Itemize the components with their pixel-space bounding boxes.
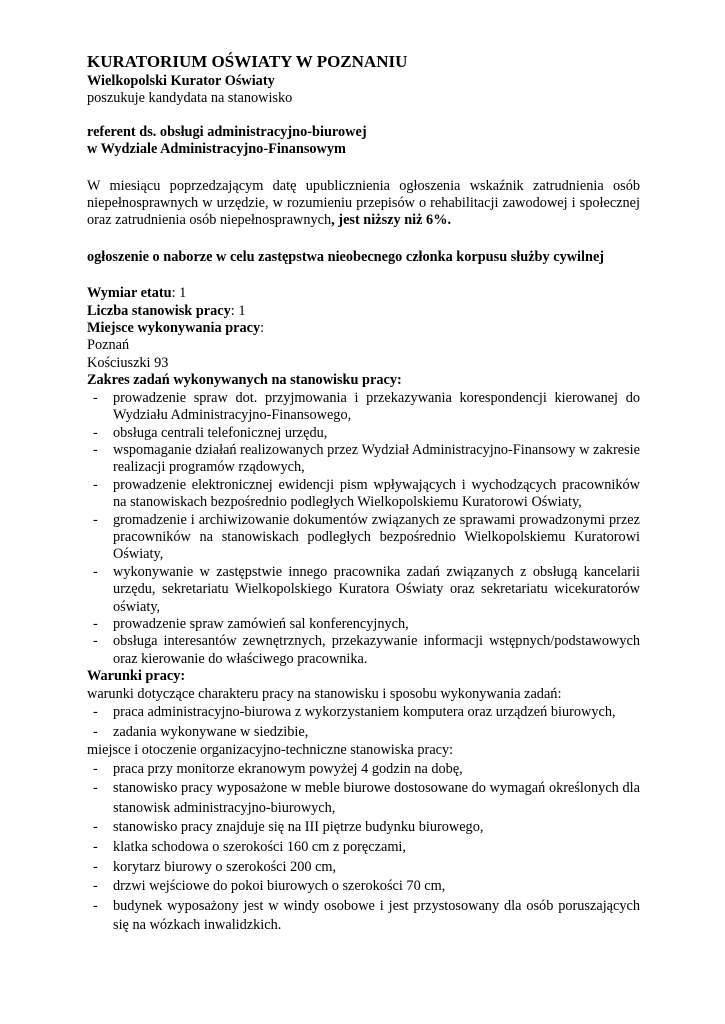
list-item: - korytarz biurowy o szerokości 200 cm, bbox=[87, 858, 640, 878]
document-page bbox=[87, 52, 640, 936]
list-item: - obsługa centrali telefonicznej urzędu, bbox=[87, 425, 640, 442]
place-label: Miejsce wykonywania pracy bbox=[87, 320, 261, 337]
count-label: Liczba stanowisk pracy bbox=[87, 302, 231, 319]
list-item: - drzwi wejściowe do pokoi biurowych o szerokości 70 cm, bbox=[87, 877, 640, 897]
conditions-heading: Warunki pracy: bbox=[87, 668, 186, 685]
list-item: - wykonywanie w zastępstwie innego pracownika zadań związanych z obsługą kancelarii urzędu, sekretariatu Wielkopolskiego Kuratora Oświaty oraz sekretariatu wicekuratorów oświaty, bbox=[87, 564, 640, 616]
place-row bbox=[87, 320, 640, 337]
document-title: KURATORIUM OŚWIATY W POZNANIU bbox=[87, 52, 408, 71]
list-item: - stanowisko pracy wyposażone w meble biurowe dostosowane do wymagań określonych dla stanowisk administracyjno-biurowych, bbox=[87, 779, 640, 818]
count-row bbox=[87, 303, 640, 320]
position-line-2: w Wydziale Administracyjno-Finansowym bbox=[87, 141, 346, 158]
employment-notice-emphasis: , jest niższy niż 6%. bbox=[331, 212, 452, 229]
employment-notice-text: W miesiącu poprzedzającym datę upublicznienia ogłoszenia wskaźnik zatrudnienia osób niepełnosprawnych w urzędzie, w rozumieniu przepisów o rehabilitacji zawodowej i społecznej oraz zatrudnienia osób niepełnosprawnych bbox=[87, 177, 640, 229]
employment-notice bbox=[87, 178, 640, 230]
tasks-heading: Zakres zadań wykonywanych na stanowisku pracy: bbox=[87, 372, 402, 389]
fte-value: : 1 bbox=[171, 285, 187, 302]
fte-label: Wymiar etatu bbox=[87, 285, 172, 302]
conditions-intro-2: miejsce i otoczenie organizacyjno-techniczne stanowiska pracy: bbox=[87, 742, 454, 759]
conditions-intro-1: warunki dotyczące charakteru pracy na stanowisku i sposobu wykonywania zadań: bbox=[87, 685, 562, 702]
list-item: - praca administracyjno-biurowa z wykorzystaniem komputera oraz urządzeń biurowych, bbox=[87, 703, 640, 723]
list-item: - wspomaganie działań realizowanych przez Wydział Administracyjno-Finansowy w zakresie realizacji programów rządowych, bbox=[87, 442, 640, 477]
list-item: - praca przy monitorze ekranowym powyżej 4 godzin na dobę, bbox=[87, 760, 640, 780]
list-item: - obsługa interesantów zewnętrznych, przekazywanie informacji wstępnych/podstawowych oraz kierowanie do właściwego pracownika. bbox=[87, 633, 640, 668]
conditions-list-1 bbox=[87, 703, 640, 742]
list-item: - prowadzenie spraw zamówień sal konferencyjnych, bbox=[87, 616, 640, 633]
place-value: : bbox=[260, 320, 265, 337]
list-item: - klatka schodowa o szerokości 160 cm z poręczami, bbox=[87, 838, 640, 858]
place-city: Poznań bbox=[87, 337, 130, 354]
fte-row bbox=[87, 285, 640, 302]
list-item: - prowadzenie spraw dot. przyjmowania i przekazywania korespondencji kierowanej do Wydziału Administracyjno-Finansowego, bbox=[87, 390, 640, 425]
recruitment-note: ogłoszenie o naborze w celu zastępstwa nieobecnego członka korpusu służby cywilnej bbox=[87, 248, 605, 265]
conditions-list-2 bbox=[87, 760, 640, 936]
list-item: - budynek wyposażony jest w windy osobowe i jest przystosowany dla osób poruszających się na wózkach inwalidzkich. bbox=[87, 897, 640, 936]
position-line-1: referent ds. obsługi administracyjno-biurowej bbox=[87, 123, 367, 140]
list-item: - zadania wykonywane w siedzibie, bbox=[87, 723, 640, 743]
list-item: - prowadzenie elektronicznej ewidencji pism wpływających i wychodzących pracowników na stanowiskach bezpośrednio podległych Wielkopolskiemu Kuratorowi Oświaty, bbox=[87, 477, 640, 512]
count-value: : 1 bbox=[230, 302, 246, 319]
position-title bbox=[87, 124, 640, 159]
list-item: - stanowisko pracy znajduje się na III piętrze budynku biurowego, bbox=[87, 818, 640, 838]
list-item: - gromadzenie i archiwizowanie dokumentów związanych ze sprawami prowadzonymi przez pracowników na stanowiskach podległych bezpośrednio Wielkopolskiemu Kuratorowi Oświaty, bbox=[87, 512, 640, 564]
document-intro: poszukuje kandydata na stanowisko bbox=[87, 90, 293, 107]
tasks-list bbox=[87, 390, 640, 669]
job-details bbox=[87, 285, 640, 372]
document-subtitle: Wielkopolski Kurator Oświaty bbox=[87, 73, 275, 89]
place-street: Kościuszki 93 bbox=[87, 354, 169, 371]
